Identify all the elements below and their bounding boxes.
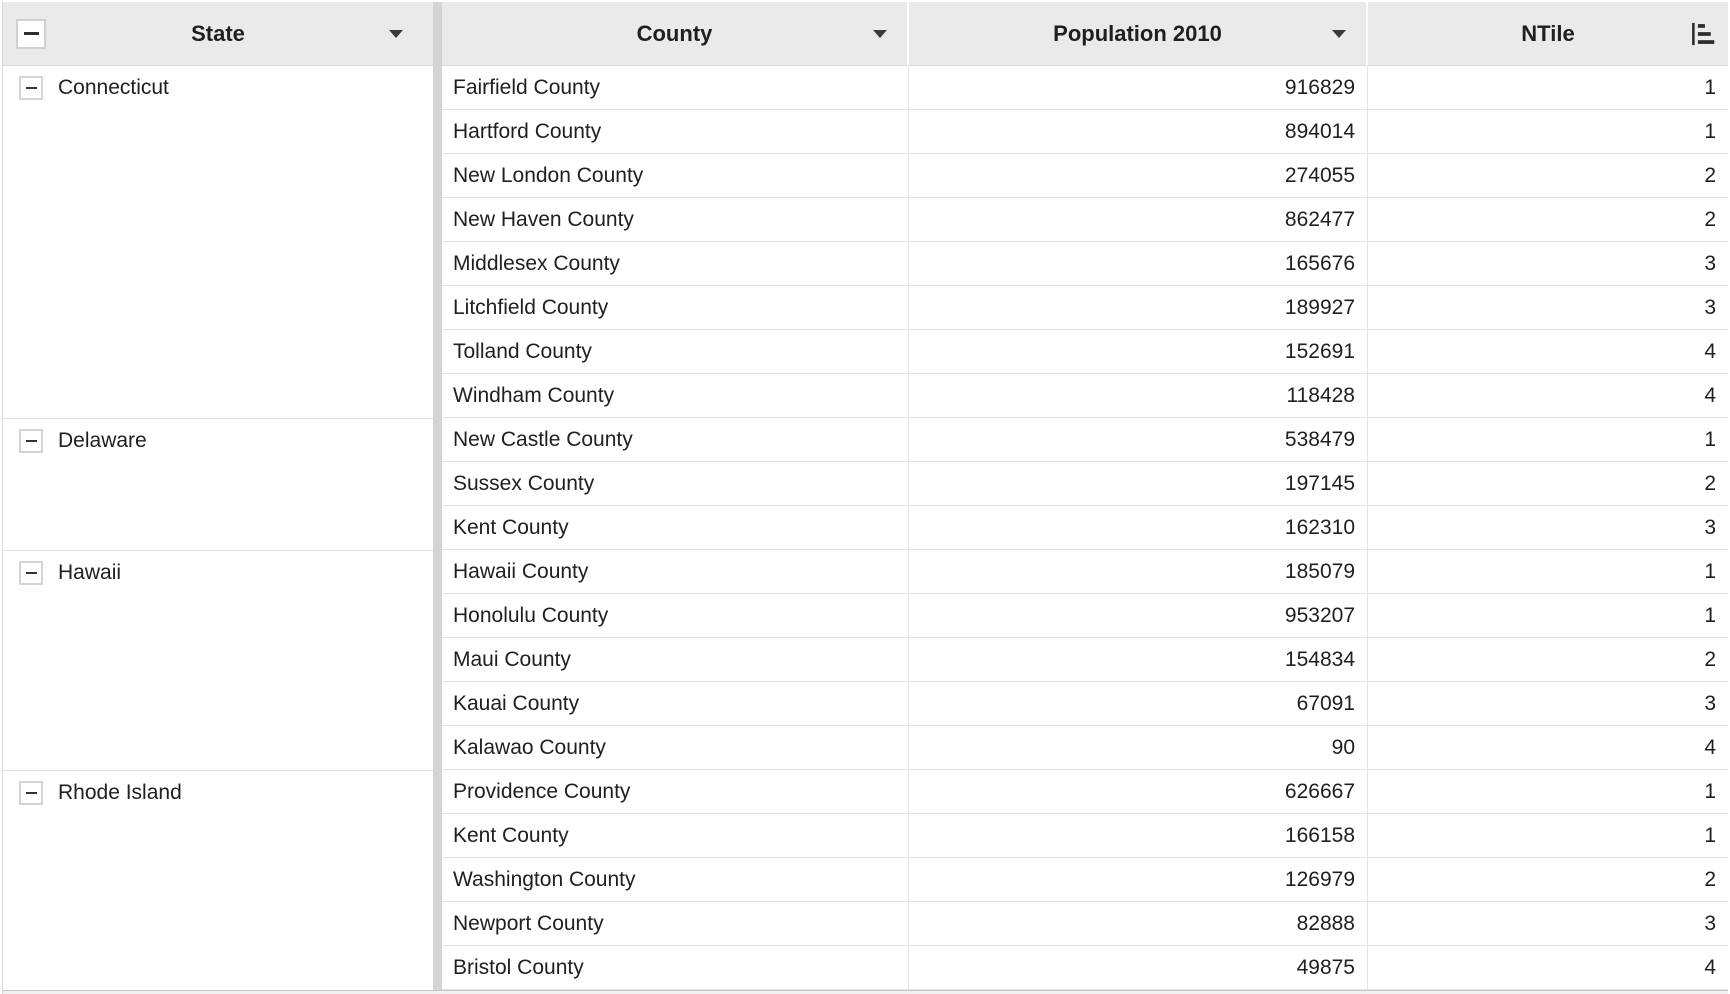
ntile-cell: 1 bbox=[1368, 594, 1728, 638]
population-cell: 67091 bbox=[909, 682, 1368, 726]
minus-icon bbox=[26, 792, 37, 794]
county-cell: Hartford County bbox=[442, 110, 909, 154]
ntile-cell: 2 bbox=[1368, 198, 1728, 242]
table-bottom-edge bbox=[3, 990, 1728, 994]
minus-icon bbox=[24, 32, 39, 35]
ntile-cell: 4 bbox=[1368, 374, 1728, 418]
population-cell: 538479 bbox=[909, 418, 1368, 462]
county-cell: Washington County bbox=[442, 858, 909, 902]
county-cell: Maui County bbox=[442, 638, 909, 682]
sort-arrow-icon[interactable] bbox=[1332, 30, 1346, 38]
state-name: Connecticut bbox=[58, 76, 169, 99]
ntile-column-header[interactable] bbox=[1368, 2, 1728, 66]
population-cell: 916829 bbox=[909, 66, 1368, 110]
state-group-head bbox=[3, 771, 433, 815]
state-column-header[interactable] bbox=[3, 2, 433, 66]
county-cell: New Castle County bbox=[442, 418, 909, 462]
ntile-cell: 3 bbox=[1368, 286, 1728, 330]
ntile-cell: 1 bbox=[1368, 770, 1728, 814]
minus-icon bbox=[26, 440, 37, 442]
population-cell: 126979 bbox=[909, 858, 1368, 902]
ntile-cell: 1 bbox=[1368, 110, 1728, 154]
ntile-cell: 2 bbox=[1368, 858, 1728, 902]
state-header-label: State bbox=[191, 20, 245, 46]
population-column-body bbox=[909, 66, 1368, 990]
county-cell: Sussex County bbox=[442, 462, 909, 506]
county-cell: New London County bbox=[442, 154, 909, 198]
population-cell: 118428 bbox=[909, 374, 1368, 418]
ntile-cell: 4 bbox=[1368, 946, 1728, 990]
state-name: Hawaii bbox=[58, 561, 122, 584]
population-cell: 862477 bbox=[909, 198, 1368, 242]
ntile-cell: 1 bbox=[1368, 418, 1728, 462]
collapse-group-button[interactable] bbox=[19, 781, 43, 805]
county-cell: Hawaii County bbox=[442, 550, 909, 594]
population-cell: 953207 bbox=[909, 594, 1368, 638]
state-group-head bbox=[3, 419, 433, 463]
county-column bbox=[442, 2, 909, 990]
county-column-body bbox=[442, 66, 909, 990]
population-cell: 894014 bbox=[909, 110, 1368, 154]
county-cell: Newport County bbox=[442, 902, 909, 946]
ntile-cell: 1 bbox=[1368, 814, 1728, 858]
bar-chart-icon[interactable] bbox=[1688, 20, 1716, 48]
ntile-cell: 1 bbox=[1368, 550, 1728, 594]
ntile-cell: 3 bbox=[1368, 506, 1728, 550]
population-cell: 197145 bbox=[909, 462, 1368, 506]
minus-icon bbox=[26, 87, 37, 89]
population-header-label: Population 2010 bbox=[1053, 20, 1222, 46]
state-group-head bbox=[3, 66, 433, 110]
ntile-cell: 4 bbox=[1368, 726, 1728, 770]
pivot-grid bbox=[3, 2, 1728, 990]
population-cell: 49875 bbox=[909, 946, 1368, 990]
state-column-body bbox=[3, 66, 433, 990]
population-cell: 185079 bbox=[909, 550, 1368, 594]
county-cell: Windham County bbox=[442, 374, 909, 418]
county-cell: Bristol County bbox=[442, 946, 909, 990]
pivot-table bbox=[2, 2, 1728, 994]
population-column bbox=[909, 2, 1368, 990]
population-column-header[interactable] bbox=[909, 2, 1368, 66]
county-cell: Litchfield County bbox=[442, 286, 909, 330]
state-name: Rhode Island bbox=[58, 781, 182, 804]
population-cell: 166158 bbox=[909, 814, 1368, 858]
ntile-cell: 1 bbox=[1368, 66, 1728, 110]
county-cell: Kent County bbox=[442, 814, 909, 858]
county-cell: Honolulu County bbox=[442, 594, 909, 638]
column-splitter[interactable] bbox=[433, 2, 442, 990]
county-cell: Fairfield County bbox=[442, 66, 909, 110]
ntile-cell: 4 bbox=[1368, 330, 1728, 374]
state-column bbox=[3, 2, 433, 990]
ntile-cell: 3 bbox=[1368, 902, 1728, 946]
state-group-cell bbox=[3, 770, 433, 990]
collapse-group-button[interactable] bbox=[19, 561, 43, 585]
collapse-group-button[interactable] bbox=[19, 76, 43, 100]
population-cell: 162310 bbox=[909, 506, 1368, 550]
state-name: Delaware bbox=[58, 429, 147, 452]
sort-arrow-icon[interactable] bbox=[873, 30, 887, 38]
county-cell: Kalawao County bbox=[442, 726, 909, 770]
state-group-cell bbox=[3, 66, 433, 418]
ntile-cell: 2 bbox=[1368, 638, 1728, 682]
state-group-head bbox=[3, 551, 433, 595]
collapse-group-button[interactable] bbox=[19, 429, 43, 453]
county-cell: Kauai County bbox=[442, 682, 909, 726]
ntile-cell: 2 bbox=[1368, 154, 1728, 198]
population-cell: 189927 bbox=[909, 286, 1368, 330]
minus-icon bbox=[26, 572, 37, 574]
ntile-column-body bbox=[1368, 66, 1728, 990]
county-header-label: County bbox=[636, 20, 713, 46]
ntile-cell: 3 bbox=[1368, 682, 1728, 726]
ntile-header-label: NTile bbox=[1521, 20, 1575, 46]
population-cell: 165676 bbox=[909, 242, 1368, 286]
collapse-all-button[interactable] bbox=[16, 19, 46, 49]
population-cell: 154834 bbox=[909, 638, 1368, 682]
sort-arrow-icon[interactable] bbox=[389, 30, 403, 38]
county-cell: Kent County bbox=[442, 506, 909, 550]
county-cell: New Haven County bbox=[442, 198, 909, 242]
population-cell: 82888 bbox=[909, 902, 1368, 946]
ntile-column bbox=[1368, 2, 1728, 990]
population-cell: 152691 bbox=[909, 330, 1368, 374]
population-cell: 90 bbox=[909, 726, 1368, 770]
county-cell: Providence County bbox=[442, 770, 909, 814]
ntile-cell: 3 bbox=[1368, 242, 1728, 286]
county-cell: Tolland County bbox=[442, 330, 909, 374]
population-cell: 274055 bbox=[909, 154, 1368, 198]
ntile-cell: 2 bbox=[1368, 462, 1728, 506]
population-cell: 626667 bbox=[909, 770, 1368, 814]
county-cell: Middlesex County bbox=[442, 242, 909, 286]
county-column-header[interactable] bbox=[442, 2, 909, 66]
state-group-cell bbox=[3, 418, 433, 550]
state-group-cell bbox=[3, 550, 433, 770]
